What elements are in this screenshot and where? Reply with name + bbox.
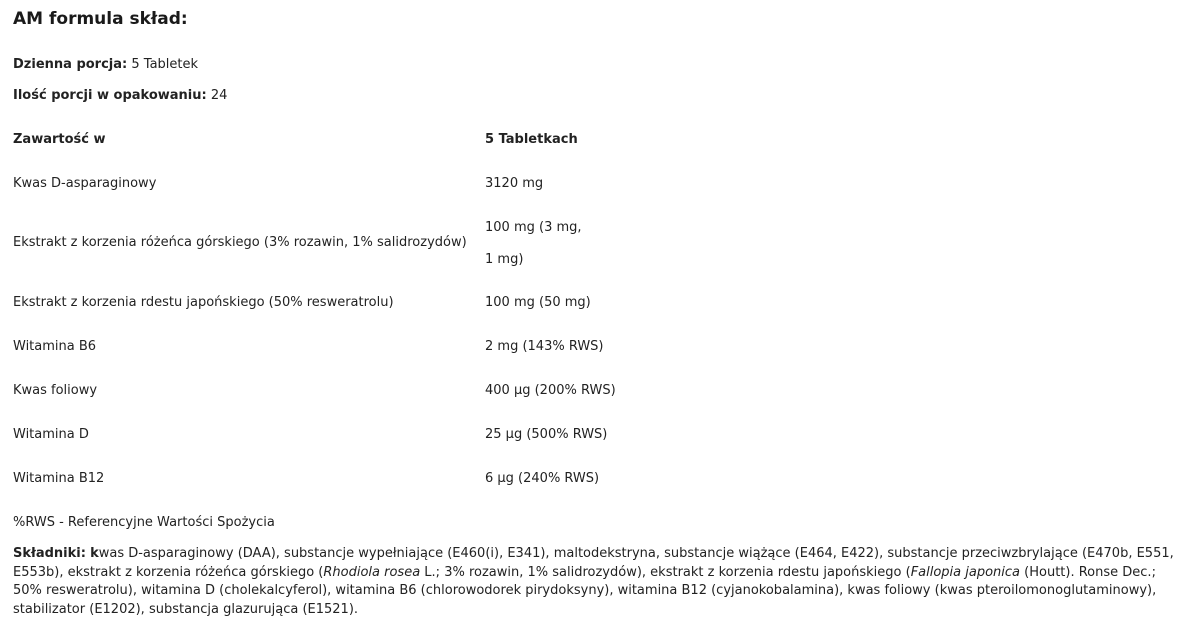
ingredients-first-letter: k <box>90 546 99 561</box>
row-name-knotweed-extract: Ekstrakt z korzenia rdestu japońskiego (50% resweratrolu) <box>13 295 394 310</box>
row-value-folic-acid: 400 µg (200% RWS) <box>485 383 616 398</box>
ingredients-text-3: (Houtt). Ronse Dec.; 50% resweratrolu), witamina D (cholekalcyferol), witamina B6 (chlorowodorek pirydoksyny), witamina B12 (cyjanokobalamina), kwas foliowy (kwas pteroilomonoglutaminowy), stabilizator (E1202), substancja glazurująca (E1521). <box>13 564 1157 617</box>
row-value-vitamin-b6: 2 mg (143% RWS) <box>485 339 604 354</box>
row-value-rhodiola-extract-line1: 100 mg (3 mg, <box>485 220 582 235</box>
row-name-vitamin-d: Witamina D <box>13 427 89 442</box>
page-title: AM formula skład: <box>13 9 188 29</box>
row-value-knotweed-extract: 100 mg (50 mg) <box>485 295 591 310</box>
portions-per-pack-value: 24 <box>210 88 228 103</box>
row-value-aspartic-acid: 3120 mg <box>485 176 544 191</box>
ingredients-label: Składniki: <box>13 546 86 561</box>
ingredients-latin-rhodiola: Rhodiola rosea <box>323 564 421 580</box>
ingredients-text-1: was D-asparaginowy (DAA), substancje wypełniające (E460(i), E341), maltodekstryna, substancje wiążące (E464, E422), substancje przeciwzbrylające (E470b, E551, E553b), ekstrakt z korzenia różeńca górskiego ( <box>13 546 1174 580</box>
rws-note: %RWS - Referencyjne Wartości Spożycia <box>13 515 275 530</box>
row-value-vitamin-d: 25 µg (500% RWS) <box>485 427 608 442</box>
table-header-name: Zawartość w <box>13 132 106 147</box>
daily-portion <box>13 57 198 72</box>
row-value-vitamin-b12: 6 µg (240% RWS) <box>485 471 600 486</box>
ingredients-text-2: L.; 3% rozawin, 1% salidrozydów), ekstrakt z korzenia rdestu japońskiego ( <box>420 564 911 580</box>
ingredients-latin-fallopia: Fallopia japonica <box>910 564 1021 580</box>
row-name-vitamin-b12: Witamina B12 <box>13 471 105 486</box>
portions-per-pack-label: Ilość porcji w opakowaniu: <box>13 88 207 103</box>
ingredients-paragraph <box>13 545 1188 619</box>
daily-portion-label: Dzienna porcja: <box>13 57 128 72</box>
row-name-vitamin-b6: Witamina B6 <box>13 339 97 354</box>
portions-per-pack <box>13 88 227 103</box>
row-value-rhodiola-extract-line2: 1 mg) <box>485 252 524 267</box>
table-header-value: 5 Tabletkach <box>485 132 578 147</box>
row-name-aspartic-acid: Kwas D-asparaginowy <box>13 176 157 191</box>
row-name-rhodiola-extract: Ekstrakt z korzenia różeńca górskiego (3% rozawin, 1% salidrozydów) <box>13 235 467 250</box>
daily-portion-value: 5 Tabletek <box>131 57 199 72</box>
row-name-folic-acid: Kwas foliowy <box>13 383 98 398</box>
